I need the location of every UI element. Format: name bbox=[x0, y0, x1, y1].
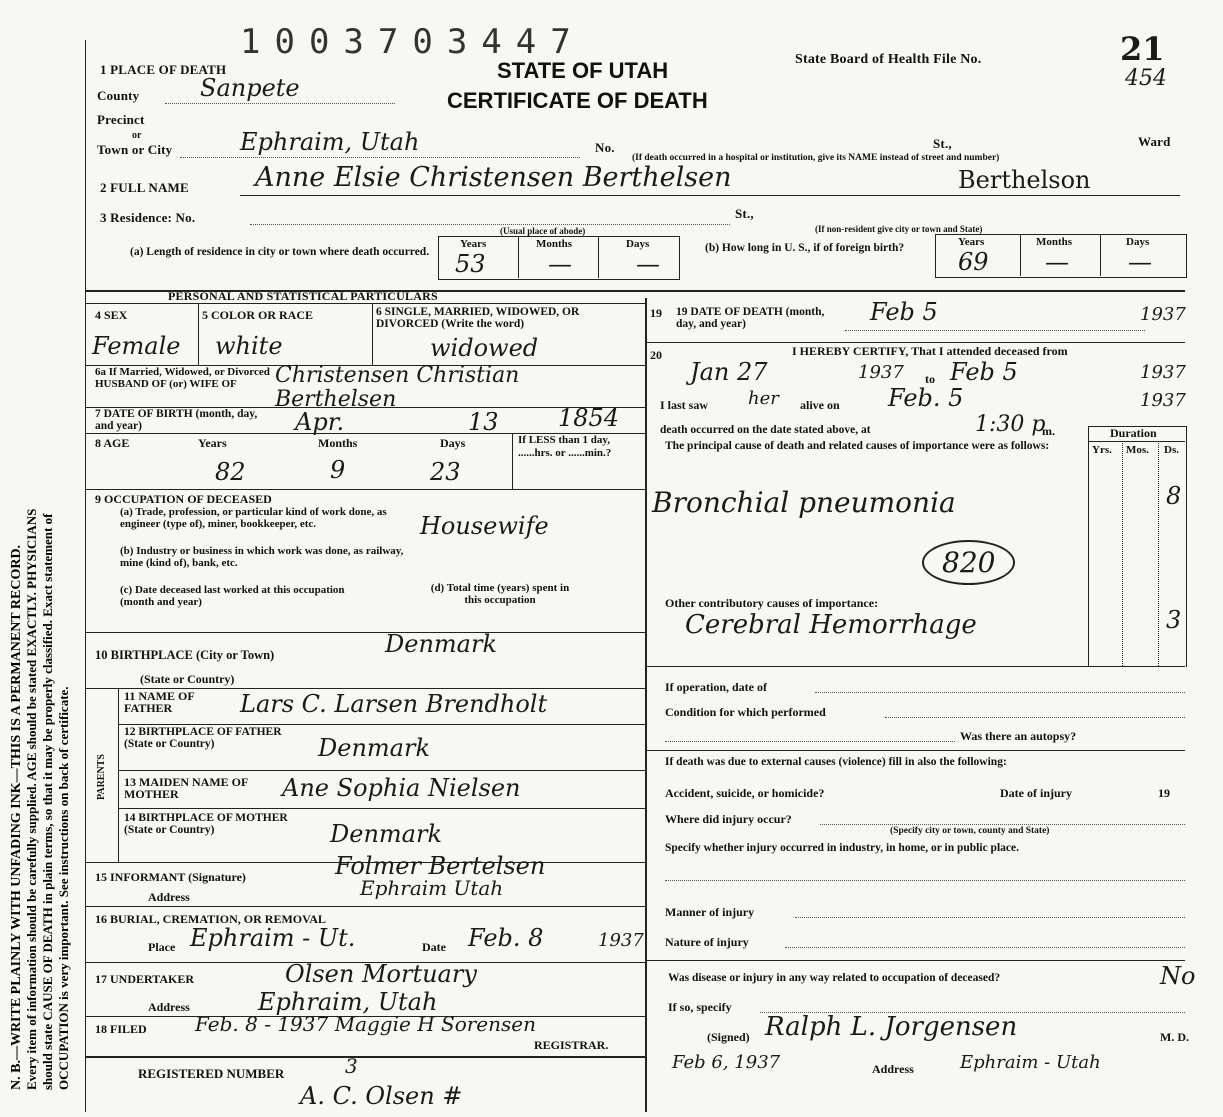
external-label: If death was due to external causes (violence) fill in also the following: bbox=[665, 756, 1007, 768]
state-file-extra: 454 bbox=[1125, 66, 1167, 91]
sex-value: Female bbox=[92, 332, 181, 360]
cause-label: The principal cause of death and related causes of importance were as follows: bbox=[665, 440, 1050, 452]
spouse-value: Christensen Christian Berthelsen bbox=[275, 363, 520, 412]
dob-year: 1854 bbox=[558, 404, 620, 432]
informant-value: Folmer Bertelsen bbox=[335, 852, 546, 880]
row-12 bbox=[118, 724, 645, 725]
autopsy-label: Was there an autopsy? bbox=[960, 729, 1077, 743]
us-label: (b) How long in U. S., if of foreign birth? bbox=[705, 242, 905, 254]
burial-date: Feb. 8 bbox=[468, 924, 544, 952]
res-days-label: Days bbox=[626, 238, 650, 250]
accident-label: Accident, suicide, or homicide? bbox=[665, 786, 825, 800]
related-value: No bbox=[1160, 962, 1196, 990]
where-label: Where did injury occur? bbox=[665, 812, 792, 826]
signed-date: Feb 6, 1937 bbox=[672, 1052, 781, 1073]
informant-address-label: Address bbox=[148, 890, 190, 904]
age-div bbox=[512, 433, 513, 489]
us-years-label: Years bbox=[958, 236, 985, 248]
row-16 bbox=[85, 906, 645, 907]
county-label: County bbox=[97, 88, 140, 103]
condition-line bbox=[885, 717, 1185, 718]
burial-place: Ephraim - Ut. bbox=[190, 924, 356, 952]
mother-bp-label: 14 BIRTHPLACE OF MOTHER (State or Country) bbox=[124, 812, 288, 836]
res-months: — bbox=[548, 250, 572, 278]
condition-label: Condition for which performed bbox=[665, 705, 826, 719]
certificate-number: 1003703447 bbox=[240, 22, 585, 62]
us-days: — bbox=[1128, 248, 1152, 276]
occupation-d: (d) Total time (years) spent in this occupation bbox=[430, 582, 570, 606]
occupation-a: (a) Trade, profession, or particular kind of work done, as engineer (type of), miner, bookkeeper, etc. bbox=[120, 506, 387, 530]
signature: Ralph L. Jorgensen bbox=[765, 1012, 1018, 1042]
reg-number: 3 bbox=[345, 1054, 358, 1078]
death-on-label: death occurred on the date stated above, at bbox=[660, 424, 871, 436]
bottom-note: A. C. Olsen # bbox=[300, 1082, 463, 1110]
other-days: 3 bbox=[1166, 606, 1182, 634]
mother-bp-value: Denmark bbox=[330, 820, 442, 848]
full-name-line bbox=[240, 195, 1180, 196]
if-so-label: If so, specify bbox=[668, 1000, 732, 1014]
us-div-1 bbox=[1020, 234, 1021, 276]
burial-date-label: Date bbox=[422, 940, 446, 954]
where-note: (Specify city or town, county and State) bbox=[890, 826, 1050, 836]
color-div bbox=[372, 303, 373, 365]
autopsy-line bbox=[665, 741, 955, 742]
side-note-line-3: should state CAUSE OF DEATH in plain terms, so that it may be properly classified. Exact statement of bbox=[40, 513, 55, 1090]
mother-label: 13 MAIDEN NAME OF MOTHER bbox=[124, 775, 248, 801]
color-label: 5 COLOR OR RACE bbox=[202, 308, 314, 322]
where-line bbox=[820, 824, 1185, 825]
last-saw-who: her bbox=[748, 388, 779, 409]
color-value: white bbox=[215, 332, 283, 360]
informant-label: 15 INFORMANT (Signature) bbox=[95, 870, 246, 884]
last-saw-date: Feb. 5 bbox=[888, 384, 964, 412]
age-days-label: Days bbox=[440, 436, 466, 450]
town-value: Ephraim, Utah bbox=[240, 128, 420, 156]
age-months: 9 bbox=[330, 456, 346, 484]
us-years: 69 bbox=[958, 248, 989, 276]
side-note-line-1: N. B.—WRITE PLAINLY WITH UNFADING INK—THIS IS A PERMANENT RECORD. bbox=[9, 544, 24, 1090]
sign-address: Ephraim - Utah bbox=[960, 1052, 1101, 1073]
side-instructions-svg bbox=[0, 0, 78, 1112]
registrar-label: REGISTRAR. bbox=[534, 1038, 609, 1052]
birthplace-state-label: (State or Country) bbox=[140, 672, 235, 686]
res-years: 53 bbox=[455, 250, 486, 278]
duration-label: Duration bbox=[1110, 426, 1157, 440]
filed-value: Feb. 8 - 1937 Maggie H Sorensen bbox=[195, 1012, 536, 1036]
side-note-line-2: Every item of information should be carefully supplied. AGE should be stated EXACTLY. PHYSICIANS bbox=[24, 508, 39, 1090]
residence-label: 3 Residence: No. bbox=[100, 210, 196, 225]
age-days: 23 bbox=[430, 458, 461, 486]
full-name-correction: Berthelson bbox=[958, 166, 1091, 194]
age-months-label: Months bbox=[318, 436, 358, 450]
us-months: — bbox=[1045, 248, 1069, 276]
informant-address: Ephraim Utah bbox=[360, 876, 504, 900]
town-label: Town or City bbox=[97, 142, 173, 157]
residence-line bbox=[250, 224, 730, 225]
m-label: m. bbox=[1042, 424, 1055, 438]
or-label: or bbox=[132, 130, 142, 141]
row-14 bbox=[118, 808, 645, 809]
attended-to: Feb 5 bbox=[950, 358, 1018, 386]
state-file-label: State Board of Health File No. bbox=[795, 52, 982, 67]
title-state: STATE OF UTAH bbox=[497, 58, 669, 83]
sign-address-label: Address bbox=[872, 1062, 914, 1076]
title-certificate: CERTIFICATE OF DEATH bbox=[447, 88, 708, 113]
occupation-b: (b) Industry or business in which work was done, as railway, mine (kind of), bank, etc. bbox=[120, 545, 404, 569]
mos-label: Mos. bbox=[1126, 444, 1149, 456]
parents-div bbox=[118, 688, 119, 862]
row-13 bbox=[118, 770, 645, 771]
sex-div bbox=[198, 303, 199, 365]
yrs-label: Yrs. bbox=[1092, 444, 1112, 456]
burial-place-label: Place bbox=[148, 940, 176, 954]
death-date-label-num: 19 bbox=[650, 306, 662, 320]
reg-number-label: REGISTERED NUMBER bbox=[138, 1066, 285, 1081]
operation-label: If operation, date of bbox=[665, 680, 767, 694]
cause-code: 820 bbox=[922, 540, 1015, 585]
birthplace-label: 10 BIRTHPLACE (City or Town) bbox=[95, 648, 275, 662]
precinct-label: Precinct bbox=[97, 112, 145, 127]
ward-label: Ward bbox=[1138, 134, 1171, 149]
less-than-label: If LESS than 1 day, ......hrs. or ......min.? bbox=[518, 434, 612, 459]
ds-label: Ds. bbox=[1164, 444, 1179, 456]
hospital-note: (If death occurred in a hospital or institution, give its NAME instead of street and number) bbox=[632, 153, 1000, 163]
burial-year: 1937 bbox=[598, 930, 644, 951]
left-border bbox=[85, 40, 86, 1112]
row-related bbox=[645, 960, 1185, 961]
marital-label: 6 SINGLE, MARRIED, WIDOWED, OR DIVORCED (Write the word) bbox=[376, 306, 580, 330]
place-label: 1 PLACE OF DEATH bbox=[100, 62, 227, 77]
last-saw-year: 1937 bbox=[1140, 390, 1186, 411]
res-months-label: Months bbox=[536, 238, 573, 250]
undertaker-address-label: Address bbox=[148, 1000, 190, 1014]
father-label: 11 NAME OF FATHER bbox=[124, 689, 195, 715]
to-year: 1937 bbox=[1140, 362, 1186, 383]
injury-date-label: Date of injury bbox=[1000, 786, 1072, 800]
death-date-label: 19 DATE OF DEATH (month, day, and year) bbox=[676, 306, 825, 330]
us-months-label: Months bbox=[1036, 236, 1073, 248]
personal-header: PERSONAL AND STATISTICAL PARTICULARS bbox=[168, 289, 438, 303]
specify-label: Specify whether injury occurred in industry, in home, or in public place. bbox=[665, 842, 1019, 854]
spouse-label: 6a If Married, Widowed, or Divorced HUSBAND OF (or) WIFE OF bbox=[95, 366, 270, 390]
attended-from: Jan 27 bbox=[690, 358, 768, 386]
res-div-2 bbox=[598, 236, 599, 278]
abode-note: (Usual place of abode) bbox=[500, 226, 586, 236]
res-years-label: Years bbox=[460, 238, 487, 250]
row-operation bbox=[645, 666, 1185, 667]
row-10 bbox=[85, 632, 645, 633]
occupation-c: (c) Date deceased last worked at this occupation (month and year) bbox=[120, 584, 345, 608]
birthplace-value: Denmark bbox=[385, 630, 497, 658]
father-bp-label: 12 BIRTHPLACE OF FATHER (State or Country) bbox=[124, 726, 282, 750]
row-9 bbox=[85, 489, 645, 490]
death-time: 1:30 p bbox=[975, 412, 1046, 437]
cause-value: Bronchial pneumonia bbox=[652, 486, 956, 519]
certify-num: 20 bbox=[650, 348, 662, 362]
header-under bbox=[85, 303, 645, 304]
mother-value: Ane Sophia Nielsen bbox=[282, 774, 521, 802]
res-div-1 bbox=[518, 236, 519, 278]
manner-label: Manner of injury bbox=[665, 905, 755, 919]
related-label: Was disease or injury in any way related to occupation of deceased? bbox=[668, 972, 1001, 984]
death-date-line bbox=[845, 330, 1145, 331]
dob-day: 13 bbox=[468, 408, 499, 436]
res-days: — bbox=[636, 250, 660, 278]
parents-label: PARENTS bbox=[96, 754, 107, 800]
to-label: to bbox=[925, 372, 935, 386]
signed-label: (Signed) bbox=[707, 1030, 750, 1044]
duration-under bbox=[1088, 441, 1185, 442]
side-instructions bbox=[0, 0, 78, 1112]
dob-month: Apr. bbox=[295, 408, 345, 436]
alive-on-label: alive on bbox=[800, 398, 840, 412]
state-file-number: 21 bbox=[1120, 30, 1165, 68]
row-reg bbox=[85, 1056, 645, 1058]
us-div-2 bbox=[1100, 234, 1101, 276]
undertaker-address: Ephraim, Utah bbox=[258, 988, 438, 1016]
occupation-value: Housewife bbox=[420, 512, 549, 540]
other-label: Other contributory causes of importance: bbox=[665, 596, 879, 610]
nonres-note: (If non-resident give city or town and State) bbox=[815, 224, 983, 234]
center-divider bbox=[645, 298, 647, 1112]
undertaker-label: 17 UNDERTAKER bbox=[95, 972, 195, 986]
no-label: No. bbox=[595, 140, 615, 155]
row-external bbox=[645, 750, 1185, 751]
full-name-value: Anne Elsie Christensen Berthelsen bbox=[255, 162, 732, 193]
county-line bbox=[165, 103, 395, 104]
death-date: Feb 5 bbox=[870, 298, 938, 326]
father-bp-value: Denmark bbox=[318, 734, 430, 762]
certify-label: I HEREBY CERTIFY, That I attended deceased from bbox=[792, 344, 1068, 358]
father-value: Lars C. Larsen Brendholt bbox=[240, 690, 548, 718]
nature-label: Nature of injury bbox=[665, 935, 749, 949]
burial-label: 16 BURIAL, CREMATION, OR REMOVAL bbox=[95, 912, 326, 926]
age-years-label: Years bbox=[198, 436, 227, 450]
full-name-label: 2 FULL NAME bbox=[100, 180, 189, 195]
from-year: 1937 bbox=[858, 362, 904, 383]
us-days-label: Days bbox=[1126, 236, 1150, 248]
sex-label: 4 SEX bbox=[95, 308, 128, 322]
manner-line bbox=[795, 917, 1185, 918]
residence-st-label: St., bbox=[735, 206, 754, 221]
dur-div-1 bbox=[1122, 441, 1123, 666]
length-label: (a) Length of residence in city or town where death occurred. bbox=[130, 246, 430, 258]
st-label: St., bbox=[933, 136, 952, 151]
marital-value: widowed bbox=[430, 334, 539, 362]
cause-days: 8 bbox=[1166, 482, 1182, 510]
injury-year-label: 19 bbox=[1158, 786, 1170, 800]
last-saw-label: I last saw bbox=[660, 398, 709, 412]
row-20 bbox=[645, 342, 1185, 343]
md-label: M. D. bbox=[1160, 1030, 1189, 1044]
other-cause: Cerebral Hemorrhage bbox=[685, 610, 977, 640]
side-note-line-4: OCCUPATION is very important. See instructions on back of certificate. bbox=[56, 686, 71, 1090]
operation-line bbox=[815, 692, 1185, 693]
filed-label: 18 FILED bbox=[95, 1022, 147, 1036]
age-years: 82 bbox=[215, 458, 246, 486]
nature-line bbox=[785, 947, 1185, 948]
death-year: 1937 bbox=[1140, 304, 1186, 325]
age-label: 8 AGE bbox=[95, 436, 130, 450]
town-line bbox=[180, 157, 580, 158]
county-value: Sanpete bbox=[200, 74, 300, 102]
specify-line bbox=[665, 880, 1185, 881]
dur-div-2 bbox=[1158, 441, 1159, 666]
undertaker-value: Olsen Mortuary bbox=[285, 960, 477, 988]
occupation-label: 9 OCCUPATION OF DECEASED bbox=[95, 492, 272, 506]
dob-label: 7 DATE OF BIRTH (month, day, and year) bbox=[95, 408, 258, 432]
